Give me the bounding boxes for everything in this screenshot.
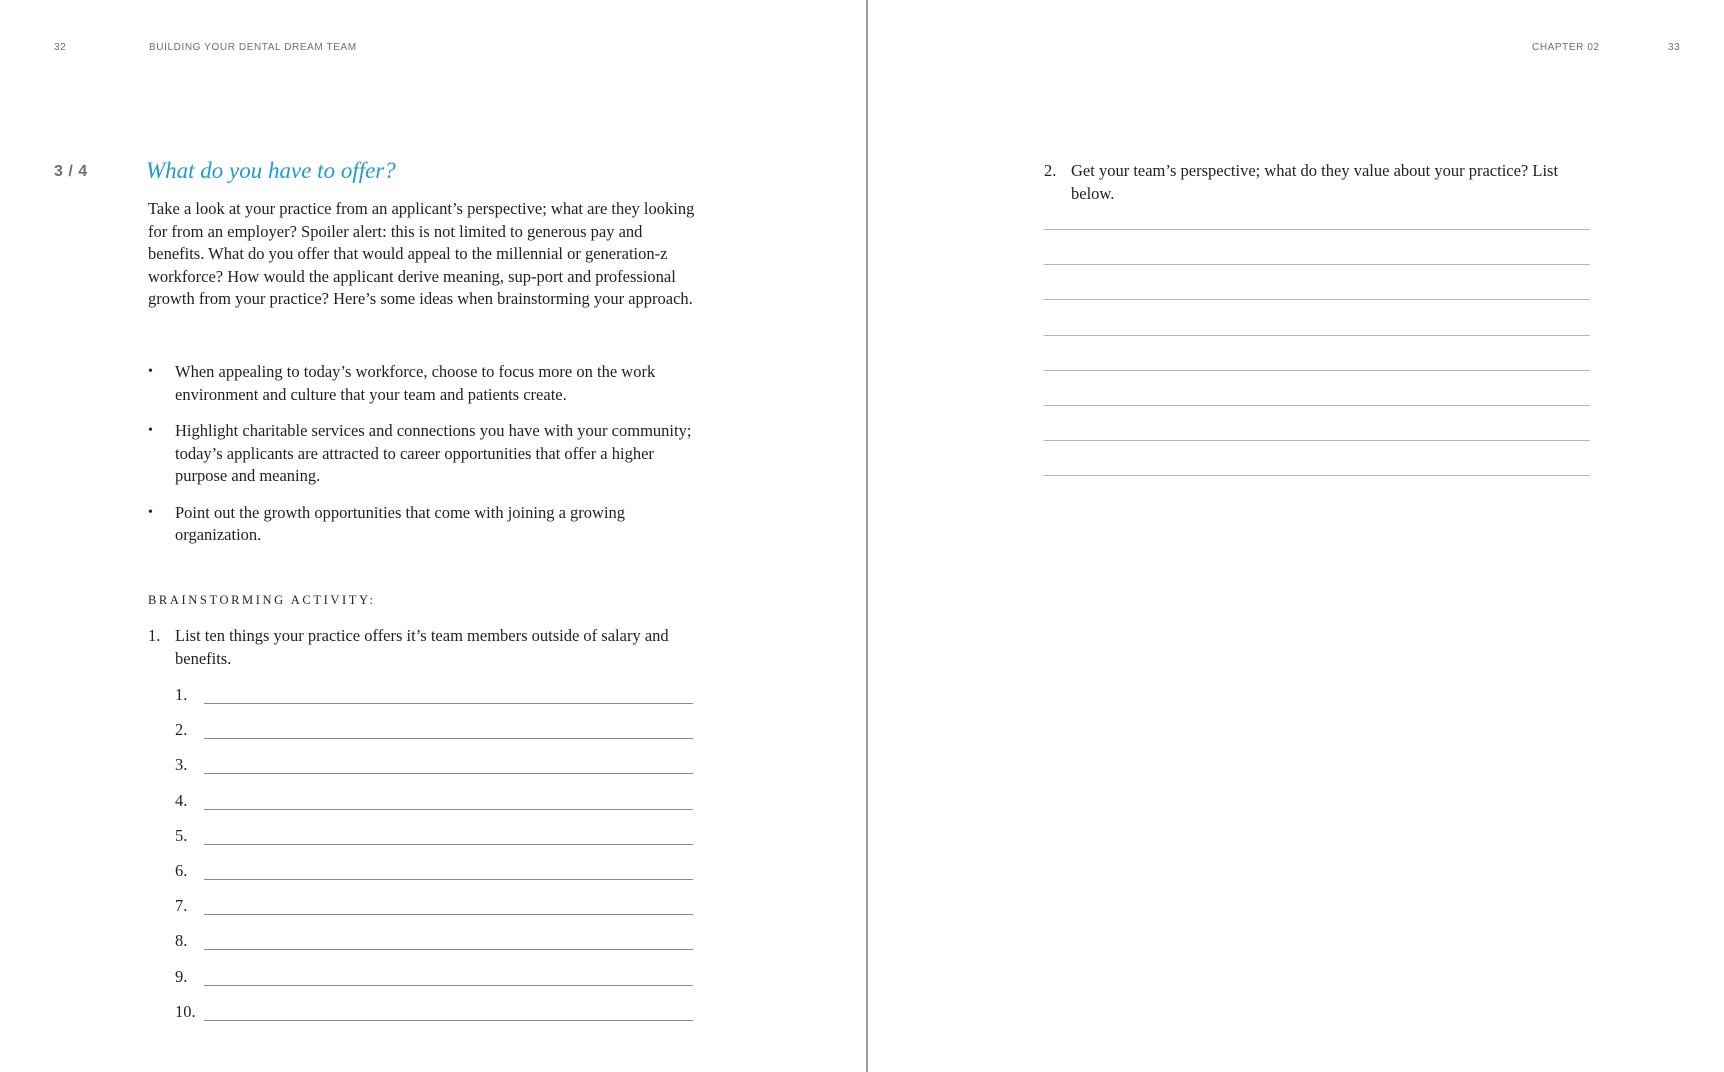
notes-lines[interactable]: [1044, 229, 1590, 511]
answer-number: 5.: [175, 825, 188, 845]
bullet-text: Highlight charitable services and connections you have with your community; today’s applicants are attracted to career opportunities that offer a higher purpose and meaning.: [175, 421, 692, 485]
right-running-head: CHAPTER 02: [1532, 42, 1600, 53]
note-line[interactable]: [1044, 299, 1590, 300]
answer-row[interactable]: [175, 966, 695, 1001]
answer-number: 6.: [175, 860, 188, 880]
answer-blanks: [175, 684, 695, 1036]
note-line[interactable]: [1044, 405, 1590, 406]
answer-number: 7.: [175, 896, 188, 916]
answer-line[interactable]: [204, 773, 693, 774]
bullet-icon: •: [148, 423, 153, 438]
answer-row[interactable]: [175, 719, 695, 754]
section-title: What do you have to offer?: [146, 158, 396, 183]
answer-line[interactable]: [204, 914, 693, 915]
answer-line[interactable]: [204, 879, 693, 880]
question-number: 2.: [1044, 161, 1057, 180]
question-number: 1.: [148, 626, 161, 645]
note-line[interactable]: [1044, 335, 1590, 336]
answer-row[interactable]: [175, 754, 695, 789]
note-line[interactable]: [1044, 370, 1590, 371]
answer-line[interactable]: [204, 703, 693, 704]
left-running-head: BUILDING YOUR DENTAL DREAM TEAM: [149, 42, 357, 53]
answer-line[interactable]: [204, 738, 693, 739]
answer-line[interactable]: [204, 985, 693, 986]
answer-row[interactable]: [175, 860, 695, 895]
question-2: [1044, 160, 1592, 205]
list-item: [148, 502, 696, 547]
section-number: 3 / 4: [54, 163, 88, 180]
answer-line[interactable]: [204, 809, 693, 810]
activity-heading: BRAINSTORMING ACTIVITY:: [148, 593, 376, 607]
question-1: [148, 625, 696, 670]
answer-line[interactable]: [204, 949, 693, 950]
bullet-text: Point out the growth opportunities that come with joining a growing organization.: [175, 502, 626, 544]
answer-row[interactable]: [175, 825, 695, 860]
note-line[interactable]: [1044, 264, 1590, 265]
bullet-icon: •: [148, 504, 153, 520]
answer-number: 9.: [175, 966, 188, 986]
answer-number: 4.: [175, 790, 188, 810]
bullet-icon: •: [148, 364, 153, 379]
answer-line[interactable]: [204, 1020, 693, 1021]
bullet-text: When appealing to today’s workforce, choose to focus more on the work environment and culture that your team and patients create.: [175, 362, 656, 404]
answer-row[interactable]: [175, 1001, 695, 1036]
answer-row[interactable]: [175, 790, 695, 825]
intro-paragraph: Take a look at your practice from an applicant’s perspective; what are they looking for from an employer? Spoiler alert: this is not limited to generous pay and benefits. What do you offer that would appeal to the millennial or generation-z workforce? How would the applicant derive meaning, sup-port and professional growth from your practice? Here’s some ideas when brainstorming your approach.: [148, 199, 695, 308]
answer-number: 1.: [175, 685, 188, 704]
note-line[interactable]: [1044, 229, 1590, 230]
list-item: [148, 420, 696, 488]
answer-row[interactable]: [175, 930, 695, 965]
list-item: [148, 361, 696, 406]
answer-row[interactable]: [175, 684, 695, 719]
answer-number: 2.: [175, 720, 188, 740]
tips-list: [148, 361, 696, 561]
note-line[interactable]: [1044, 440, 1590, 441]
answer-row[interactable]: [175, 895, 695, 930]
question-text: List ten things your practice offers it’s team members outside of salary and benefits.: [175, 626, 669, 668]
note-line[interactable]: [1044, 475, 1590, 476]
answer-line[interactable]: [204, 844, 693, 845]
question-text: Get your team’s perspective; what do they value about your practice? List below.: [1071, 161, 1559, 203]
answer-number: 10.: [175, 1001, 196, 1021]
answer-number: 3.: [175, 755, 188, 775]
answer-number: 8.: [175, 931, 188, 951]
left-page-number: 32: [54, 42, 67, 53]
right-page-number: 33: [1668, 42, 1681, 53]
